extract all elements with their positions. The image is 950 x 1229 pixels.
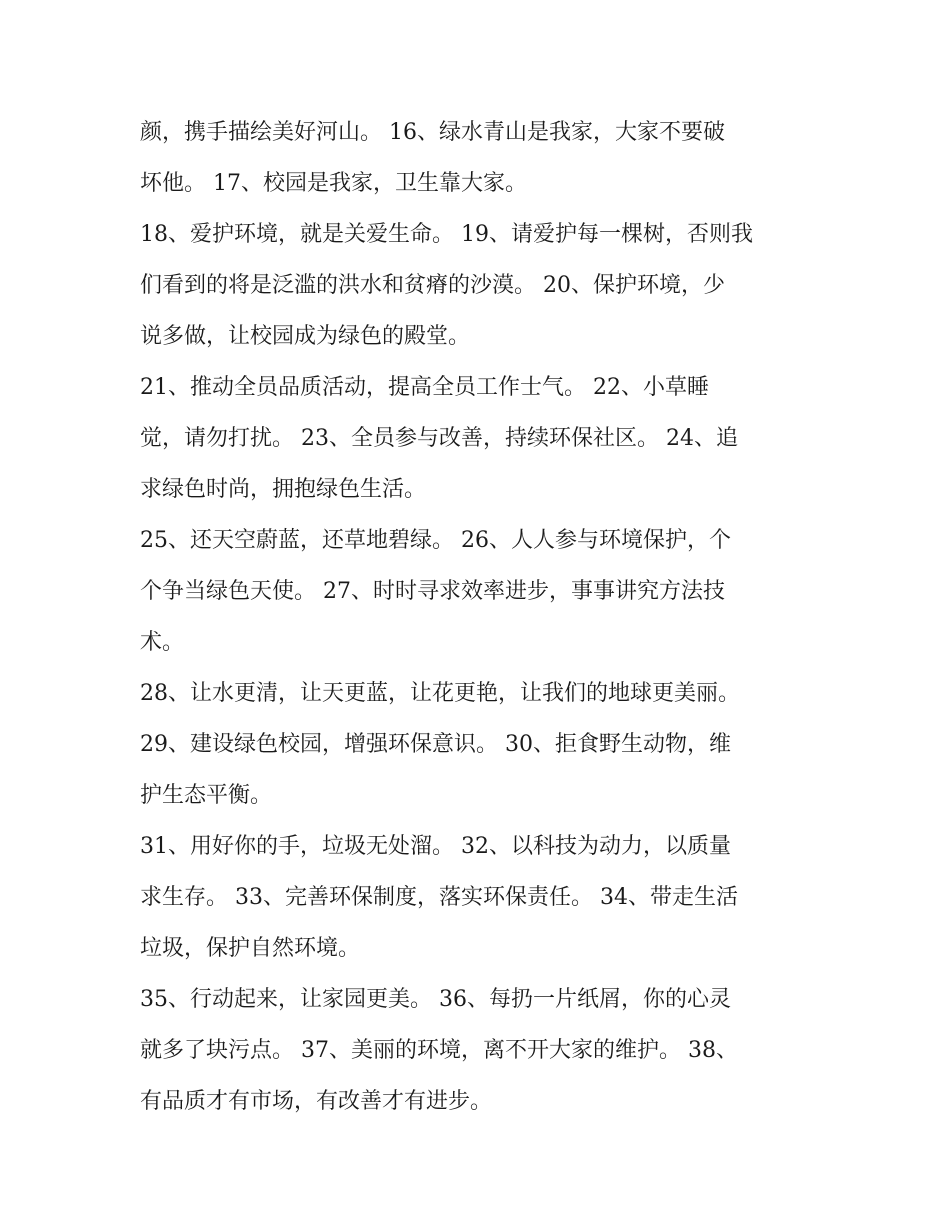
text-line: 垃圾，保护自然环境。 [140,936,361,961]
text-line: 有品质才有市场，有改善才有进步。 [140,1089,493,1114]
text-line: 29、建设绿色校园，增强环保意识。 30、拒食野生动物，维 [140,732,731,757]
text-line: 们看到的将是泛滥的洪水和贫瘠的沙漠。 20、保护环境，少 [140,273,725,298]
text-line: 求绿色时尚，拥抱绿色生活。 [140,477,427,502]
text-line: 护生态平衡。 [140,783,273,808]
text-line: 就多了块污点。 37、美丽的环境，离不开大家的维护。 38、 [140,1038,738,1063]
text-line: 21、推动全员品质活动，提高全员工作士气。 22、小草睡 [140,375,709,400]
text-line: 求生存。 33、完善环保制度，落实环保责任。 34、带走生活 [140,885,738,910]
text-line: 觉，请勿打扰。 23、全员参与改善，持续环保社区。 24、追 [140,426,738,451]
text-line: 28、让水更清，让天更蓝，让花更艳，让我们的地球更美丽。 [140,681,740,706]
text-line: 18、爱护环境，就是关爱生命。 19、请爱护每一棵树，否则我 [140,222,753,247]
text-line: 31、用好你的手，垃圾无处溜。 32、以科技为动力，以质量 [140,834,731,859]
text-line: 颜，携手描绘美好河山。 16、绿水青山是我家，大家不要破 [140,120,725,145]
text-line: 说多做，让校园成为绿色的殿堂。 [140,324,471,349]
text-line: 坏他。 17、校园是我家，卫生靠大家。 [140,171,527,196]
text-line: 个争当绿色天使。 27、时时寻求效率进步，事事讲究方法技 [140,579,725,604]
text-line: 35、行动起来，让家园更美。 36、每扔一片纸屑，你的心灵 [140,987,731,1012]
text-line: 25、还天空蔚蓝，还草地碧绿。 26、人人参与环境保护，个 [140,528,731,553]
text-line: 术。 [140,630,185,655]
body-text [140,107,830,1127]
